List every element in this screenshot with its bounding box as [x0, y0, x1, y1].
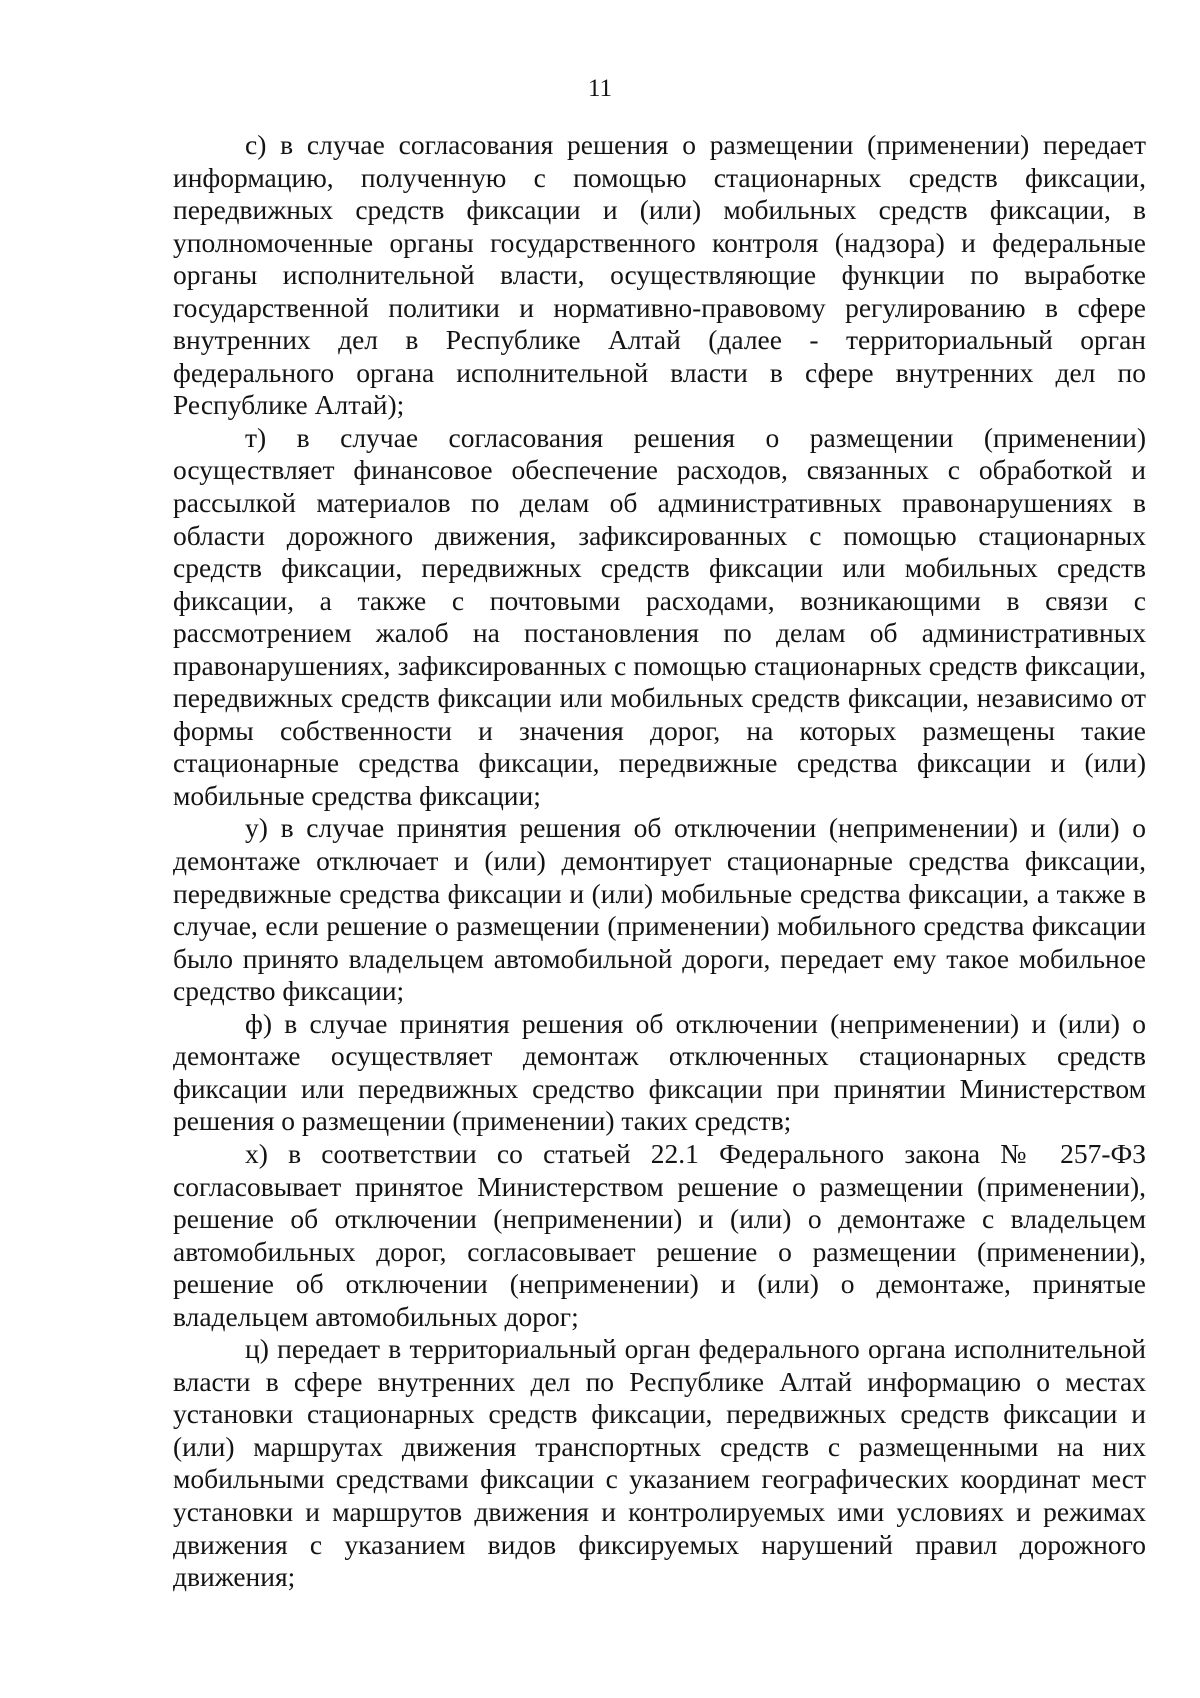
- paragraph-u: у) в случае принятия решения об отключении (неприменении) и (или) о демонтаже отключает и (или) демонтирует стационарные средства фиксации, передвижные средства фиксации и (или) мобильные средства фиксации, а также в случае, если решение о размещении (применении) мобильного средства фиксации было принято владельцем автомобильной дороги, передает ему такое мобильное средство фиксации;: [173, 812, 1146, 1007]
- paragraph-s: с) в случае согласования решения о размещении (применении) передает информацию, полученную с помощью стационарных средств фиксации, передвижных средств фиксации и (или) мобильных средств фиксации, в уполномоченные органы государственного контроля (надзора) и федеральные органы исполнительной власти, осуществляющие функции по выработке государственной политики и нормативно-правовому регулированию в сфере внутренних дел в Республике Алтай (далее - территориальный орган федерального органа исполнительной власти в сфере внутренних дел по Республике Алтай);: [173, 129, 1146, 421]
- paragraph-kh: х) в соответствии со статьей 22.1 Федерального закона № 257-ФЗ согласовывает принятое Министерством решение о размещении (применении), решение об отключении (неприменении) и (или) о демонтаже с владельцем автомобильных дорог, согласовывает решение о размещении (применении), решение об отключении (неприменении) и (или) о демонтаже, принятые владельцем автомобильных дорог;: [173, 1137, 1146, 1332]
- paragraph-f: ф) в случае принятия решения об отключении (неприменении) и (или) о демонтаже осуществляет демонтаж отключенных стационарных средств фиксации или передвижных средство фиксации при принятии Министерством решения о размещении (применении) таких средств;: [173, 1007, 1146, 1137]
- paragraph-t: т) в случае согласования решения о размещении (применении) осуществляет финансовое обеспечение расходов, связанных с обработкой и рассылкой материалов по делам об административных правонарушениях в области дорожного движения, зафиксированных с помощью стационарных средств фиксации, передвижных средств фиксации или мобильных средств фиксации, а также с почтовыми расходами, возникающими в связи с рассмотрением жалоб на постановления по делам об административных правонарушениях, зафиксированных с помощью стационарных средств фиксации, передвижных средств фиксации или мобильных средств фиксации, независимо от формы собственности и значения дорог, на которых размещены такие стационарные средства фиксации, передвижные средства фиксации и (или) мобильные средства фиксации;: [173, 421, 1146, 811]
- page-number: 11: [587, 75, 613, 102]
- document-body: [173, 129, 1146, 1594]
- paragraph-ts: ц) передает в территориальный орган федерального органа исполнительной власти в сфере внутренних дел по Республике Алтай информацию о местах установки стационарных средств фиксации, передвижных средств фиксации и (или) маршрутах движения транспортных средств с размещенными на них мобильными средствами фиксации с указанием географических координат мест установки и маршрутов движения и контролируемых ими условиях и режимах движения с указанием видов фиксируемых нарушений правил дорожного движения;: [173, 1333, 1146, 1593]
